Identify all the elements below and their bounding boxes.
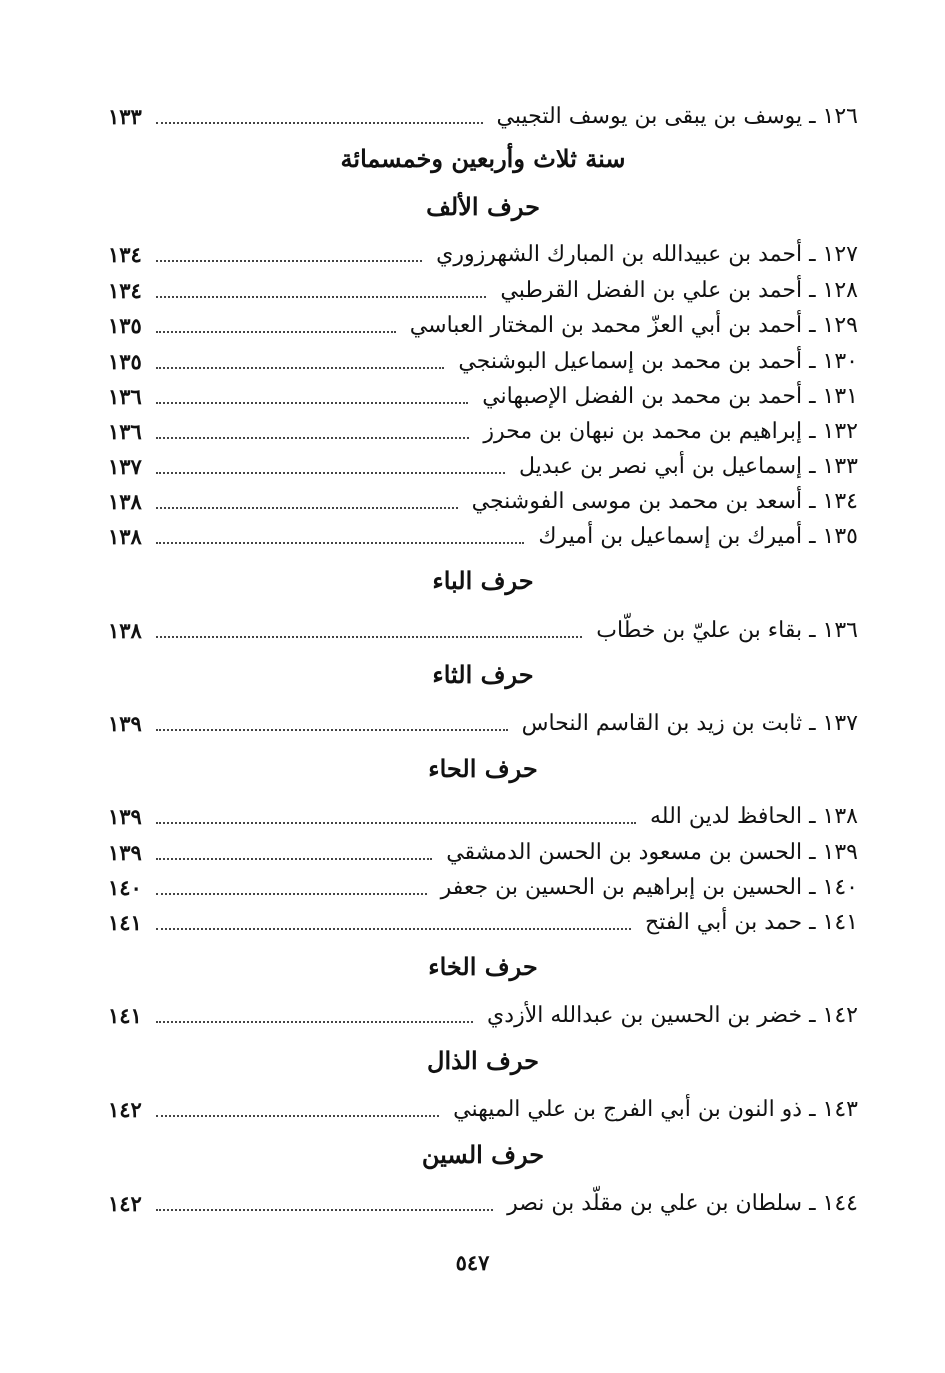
entry-page: ١٣٥ <box>108 313 142 338</box>
entry-name: ١٤٠ ـ الحسين بن إبراهيم بن الحسين بن جعفر <box>440 875 858 900</box>
index-entry <box>108 272 858 306</box>
section-heading-ba: حرف الباء <box>432 566 534 595</box>
leader-dots <box>156 472 505 474</box>
index-entry <box>108 518 858 552</box>
entry-page: ١٤٢ <box>108 1097 142 1122</box>
section-heading-alif: حرف الألف <box>426 192 540 221</box>
index-entry <box>108 612 858 646</box>
entry-name: ١٤٤ ـ سلطان بن علي بن مقلّد بن نصر <box>507 1191 858 1216</box>
entry-name: ١٢٩ ـ أحمد بن أبي العزّ محمد بن المختار العباسي <box>409 313 858 338</box>
entry-name: ١٤٣ ـ ذو النون بن أبي الفرج بن علي الميهني <box>453 1097 858 1122</box>
entry-name: ١٣٧ ـ ثابت بن زيد بن القاسم النحاس <box>521 711 858 736</box>
leader-dots <box>156 122 483 124</box>
index-entry <box>108 448 858 482</box>
entry-page: ١٣٣ <box>108 104 142 129</box>
entry-page: ١٣٨ <box>108 489 142 514</box>
index-entry <box>108 236 858 270</box>
leader-dots <box>156 928 631 930</box>
leader-dots <box>156 1115 439 1117</box>
entry-name: ١٢٨ ـ أحمد بن علي بن الفضل القرطبي <box>500 278 858 303</box>
entry-page: ١٤٢ <box>108 1191 142 1216</box>
leader-dots <box>156 1021 473 1023</box>
index-entry <box>108 904 858 938</box>
leader-dots <box>156 893 427 895</box>
index-entry <box>108 705 858 739</box>
section-heading-tha: حرف الثاء <box>432 660 534 689</box>
entry-page: ١٣٩ <box>108 711 142 736</box>
entry-page: ١٣٨ <box>108 618 142 643</box>
section-heading-kha: حرف الخاء <box>428 952 538 981</box>
entry-name: ١٣١ ـ أحمد بن محمد بن الفضل الإصبهاني <box>482 384 858 409</box>
leader-dots <box>156 367 445 369</box>
leader-dots <box>156 858 432 860</box>
entry-page: ١٤١ <box>108 910 142 935</box>
index-entry <box>108 869 858 903</box>
entry-page: ١٣٥ <box>108 349 142 374</box>
entry-page: ١٣٧ <box>108 454 142 479</box>
entry-page: ١٣٤ <box>108 242 142 267</box>
entry-name: ١٣٦ ـ بقاء بن عليّ بن خطّاب <box>596 618 858 643</box>
entry-name: ١٣٩ ـ الحسن بن مسعود بن الحسن الدمشقي <box>446 840 858 865</box>
entry-name: ١٤٢ ـ خضر بن الحسين بن عبدالله الأزدي <box>487 1003 858 1028</box>
entry-name: ١٣٨ ـ الحافظ لدين الله <box>649 804 858 829</box>
entry-page: ١٤١ <box>108 1003 142 1028</box>
leader-dots <box>156 437 470 439</box>
section-heading-ha: حرف الحاء <box>428 754 538 783</box>
entry-name: ١٣٢ ـ إبراهيم بن محمد بن نبهان بن محرز <box>483 419 858 444</box>
leader-dots <box>156 260 422 262</box>
index-entry <box>108 997 858 1031</box>
index-entry <box>108 307 858 341</box>
leader-dots <box>156 636 582 638</box>
page-number: ٥٤٧ <box>455 1250 490 1275</box>
entry-name: ١٣٥ ـ أميرك بن إسماعيل بن أميرك <box>538 524 858 549</box>
leader-dots <box>156 402 468 404</box>
entry-name: ١٣٣ ـ إسماعيل بن أبي نصر بن عبديل <box>519 454 858 479</box>
entry-name: ١٢٧ ـ أحمد بن عبيدالله بن المبارك الشهرزوري <box>436 242 858 267</box>
leader-dots <box>156 822 636 824</box>
leader-dots <box>156 331 396 333</box>
entry-name: ١٣٠ ـ أحمد بن محمد بن إسماعيل البوشنجي <box>458 349 858 374</box>
entry-page: ١٤٠ <box>108 875 142 900</box>
index-entry <box>108 834 858 868</box>
index-entry <box>108 413 858 447</box>
leader-dots <box>156 296 487 298</box>
index-entry <box>108 1091 858 1125</box>
leader-dots <box>156 542 525 544</box>
entry-page: ١٣٨ <box>108 524 142 549</box>
index-entry <box>108 483 858 517</box>
entry-page: ١٣٤ <box>108 278 142 303</box>
entry-name: ١٤١ ـ حمد بن أبي الفتح <box>645 910 858 935</box>
leader-dots <box>156 507 458 509</box>
entry-page: ١٣٦ <box>108 419 142 444</box>
index-entry <box>108 798 858 832</box>
entry-page: ١٣٦ <box>108 384 142 409</box>
leader-dots <box>156 1209 493 1211</box>
entry-page: ١٣٩ <box>108 840 142 865</box>
entry-name: ١٣٤ ـ أسعد بن محمد بن موسى الفوشنجي <box>471 489 858 514</box>
entry-page: ١٣٩ <box>108 804 142 829</box>
index-entry <box>108 1185 858 1219</box>
index-entry <box>108 98 858 132</box>
section-heading-sin: حرف السين <box>421 1140 545 1169</box>
leader-dots <box>156 729 508 731</box>
index-entry <box>108 343 858 377</box>
year-heading: سنة ثلاث وأربعين وخمسمائة <box>340 144 626 173</box>
section-heading-dhal: حرف الذال <box>427 1046 539 1075</box>
entry-name: ١٢٦ ـ يوسف بن يبقى بن يوسف التجيبي <box>496 104 858 129</box>
index-entry <box>108 378 858 412</box>
